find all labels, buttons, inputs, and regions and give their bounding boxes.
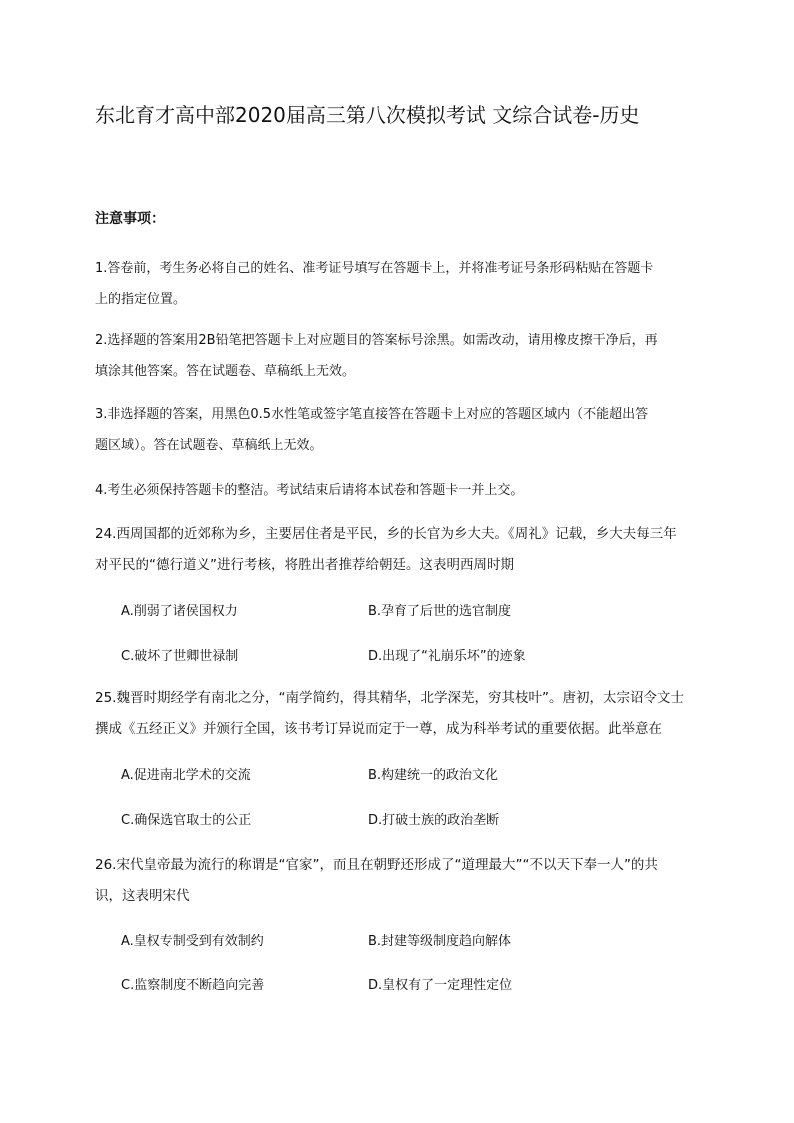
notice-item-3-line-1: 3.非选择题的答案，用黑色0.5水性笔或签字笔直接答在答题卡上对应的答题区域内（不能超出答	[95, 407, 649, 422]
notice-item-2	[95, 325, 701, 387]
question-26-option-a: A.皇权专制受到有效制约	[121, 934, 264, 949]
question-26-stem	[95, 850, 701, 912]
question-24-option-c: C.破坏了世卿世禄制	[121, 649, 239, 664]
question-26-line-1: 26.宋代皇帝最为流行的称谓是“官家”，而且在朝野还形成了“道理最大”“不以天下奉一人”的共	[95, 857, 658, 873]
question-24-option-d: D.出现了“礼崩乐坏”的迹象	[368, 649, 526, 664]
question-24-line-1: 24.西周国都的近郊称为乡，主要居住者是平民，乡的长官为乡大夫。《周礼》记载，乡大夫每三年	[95, 526, 677, 542]
notice-item-4	[95, 475, 701, 506]
question-25-stem	[95, 683, 701, 745]
question-26-option-d: D.皇权有了一定理性定位	[368, 978, 513, 993]
notice-item-3	[95, 399, 701, 461]
notice-item-1	[95, 253, 701, 315]
notice-item-4-line-1: 4.考生必须保持答题卡的整洁。考试结束后请将本试卷和答题卡一并上交。	[95, 483, 524, 498]
question-24-option-b: B.孕育了后世的选官制度	[368, 604, 512, 619]
question-25-option-d: D.打破士族的政治垄断	[368, 813, 500, 828]
question-25-line-1: 25.魏晋时期经学有南北之分，“南学简约，得其精华，北学深芜，穷其枝叶”。唐初，太宗诏令文士	[95, 690, 684, 706]
question-24-line-2: 对平民的“德行道义”进行考核，将胜出者推荐给朝廷。这表明西周时期	[95, 557, 514, 573]
exam-title: 东北育才高中部2020届高三第八次模拟考试 文综合试卷-历史	[95, 103, 640, 127]
notice-item-1-line-2: 上的指定位置。	[95, 292, 187, 307]
question-24-option-a: A.削弱了诸侯国权力	[121, 604, 238, 619]
question-26-line-2: 识，这表明宋代	[95, 888, 190, 904]
question-25-option-b: B.构建统一的政治文化	[368, 768, 499, 783]
notice-item-3-line-2: 题区域）。答在试题卷、草稿纸上无效。	[95, 438, 323, 453]
question-24-stem	[95, 519, 701, 581]
notice-item-2-line-1: 2.选择题的答案用2B铅笔把答题卡上对应题目的答案标号涂黑。如需改动，请用橡皮擦干净后，再	[95, 333, 658, 348]
notice-heading: 注意事项：	[95, 211, 165, 227]
question-26-option-c: C.监察制度不断趋向完善	[121, 978, 265, 993]
notice-item-1-line-1: 1.答卷前，考生务必将自己的姓名、准考证号填写在答题卡上，并将准考证号条形码粘贴在答题卡	[95, 261, 654, 276]
question-25-option-c: C.确保选官取士的公正	[121, 813, 252, 828]
question-25-line-2: 撰成《五经正义》并颁行全国，该书考订异说而定于一尊，成为科举考试的重要依据。此举意在	[95, 721, 662, 737]
notice-item-2-line-2: 填涂其他答案。答在试题卷、草稿纸上无效。	[95, 364, 356, 379]
question-25-option-a: A.促进南北学术的交流	[121, 768, 251, 783]
question-26-option-b: B.封建等级制度趋向解体	[368, 934, 512, 949]
